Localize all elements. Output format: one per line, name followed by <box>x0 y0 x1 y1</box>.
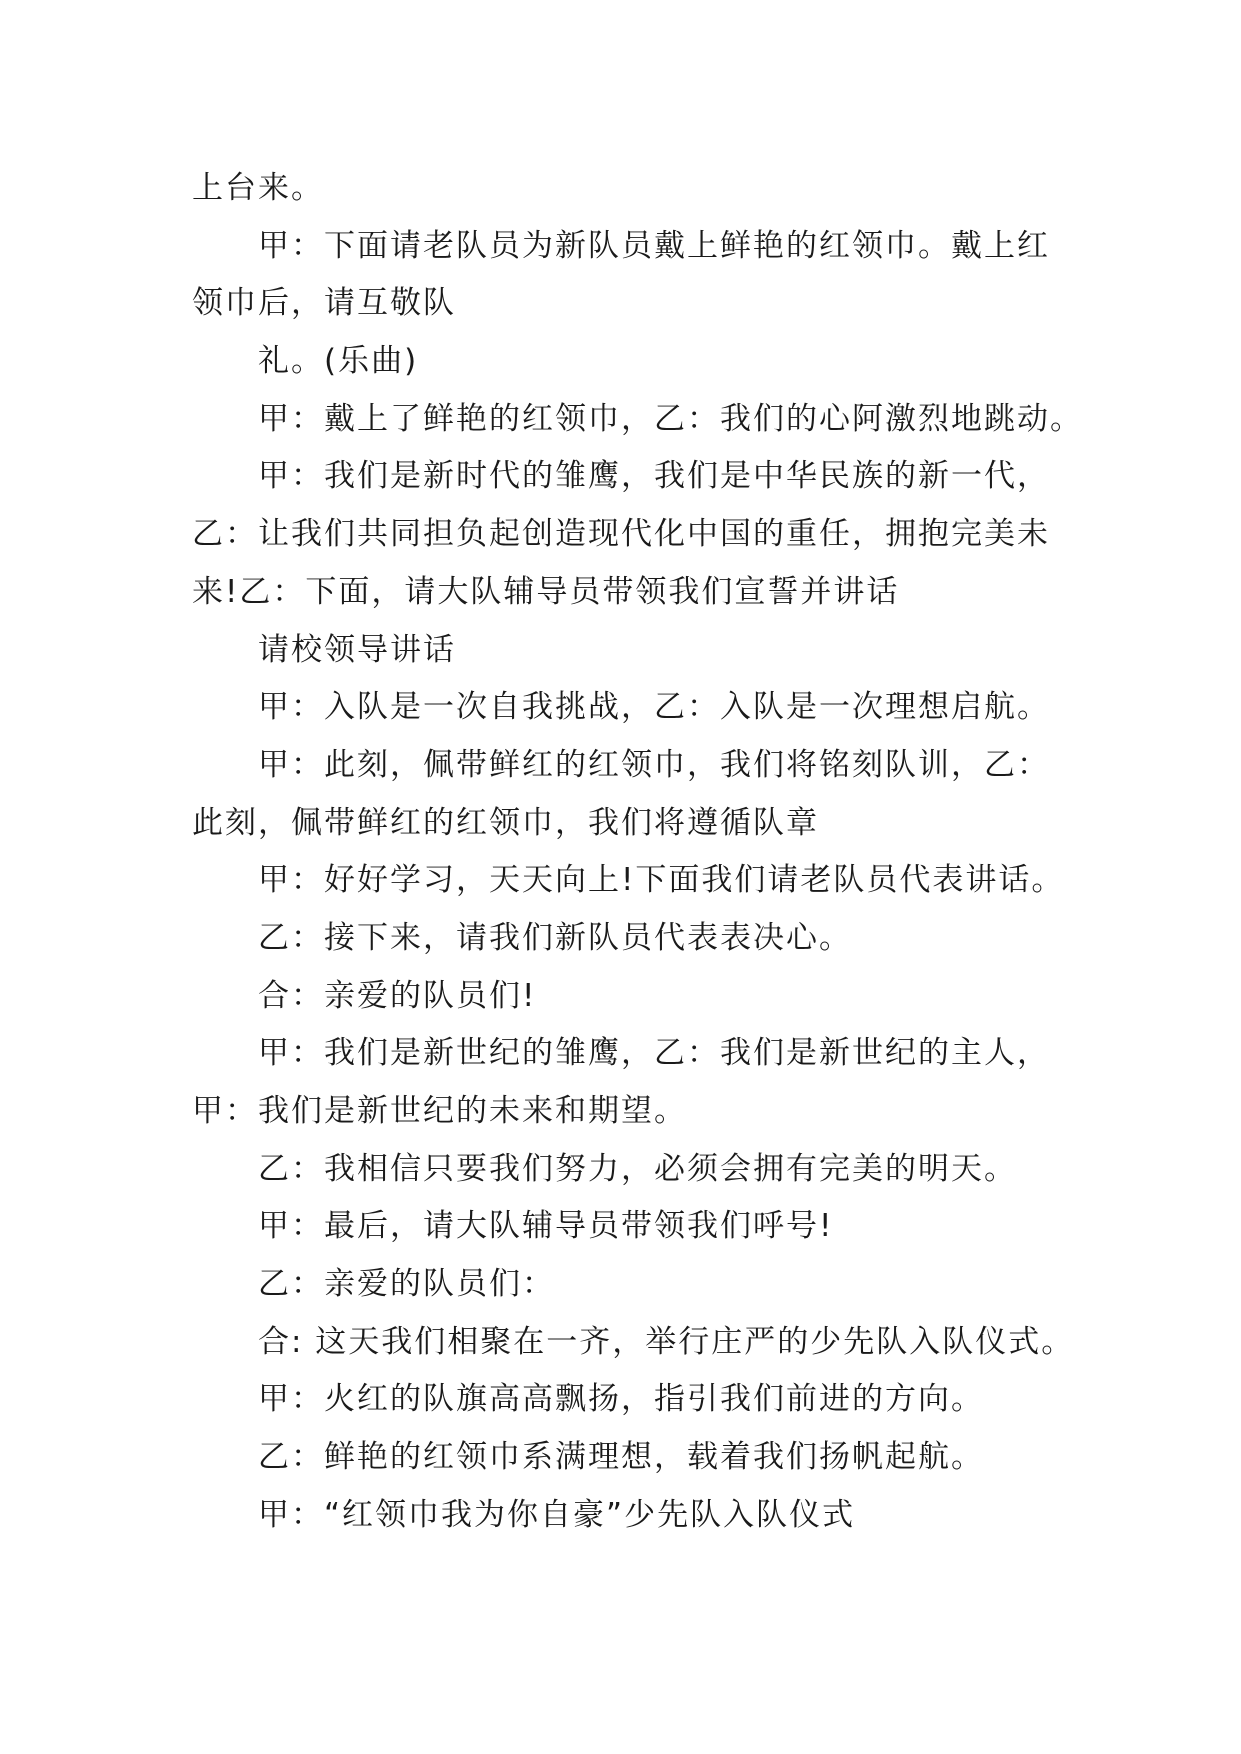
text-line: 上台来。 <box>192 170 324 206</box>
text-line: 甲：我们是新时代的雏鹰，我们是中华民族的新一代， <box>258 458 1050 495</box>
text-line: 来!乙：下面，请大队辅导员带领我们宣誓并讲话 <box>192 573 900 610</box>
document-body <box>192 160 1083 1545</box>
text-line: 乙：接下来，请我们新队员代表表决心。 <box>258 919 852 956</box>
text-line: 此刻，佩带鲜红的红领巾，我们将遵循队章 <box>192 804 819 841</box>
text-line: 甲：此刻，佩带鲜红的红领巾，我们将铭刻队训，乙： <box>258 746 1050 783</box>
text-line: 甲：入队是一次自我挑战，乙：入队是一次理想启航。 <box>258 689 1050 726</box>
text-line: 领巾后，请互敬队 <box>192 285 456 322</box>
text-line: 乙：鲜艳的红领巾系满理想，载着我们扬帆起航。 <box>258 1439 984 1476</box>
text-line: 甲：“红领巾我为你自豪”少先队入队仪式 <box>258 1496 856 1533</box>
text-line: 甲：好好学习，天天向上!下面我们请老队员代表讲话。 <box>258 862 1065 899</box>
text-line: 乙：我相信只要我们努力，必须会拥有完美的明天。 <box>258 1150 1017 1187</box>
text-line: 甲：最后，请大队辅导员带领我们呼号! <box>258 1208 834 1245</box>
text-line: 礼。(乐曲) <box>258 343 419 380</box>
text-line: 甲：下面请老队员为新队员戴上鲜艳的红领巾。戴上红 <box>258 227 1050 264</box>
text-line: 甲：我们是新世纪的雏鹰，乙：我们是新世纪的主人， <box>258 1035 1050 1072</box>
text-line: 合：亲爱的队员们! <box>258 977 537 1014</box>
text-line: 请校领导讲话 <box>258 631 456 668</box>
text-line: 甲：我们是新世纪的未来和期望。 <box>192 1093 687 1129</box>
text-line: 乙：让我们共同担负起创造现代化中国的重任，拥抱完美未 <box>192 516 1050 553</box>
text-line: 乙：亲爱的队员们： <box>258 1266 555 1303</box>
text-line: 甲：戴上了鲜艳的红领巾，乙：我们的心阿激烈地跳动。 <box>258 400 1083 437</box>
text-line: 合: 这天我们相聚在一齐，举行庄严的少先队入队仪式。 <box>258 1323 1075 1360</box>
text-line: 甲：火红的队旗高高飘扬，指引我们前进的方向。 <box>258 1381 984 1418</box>
